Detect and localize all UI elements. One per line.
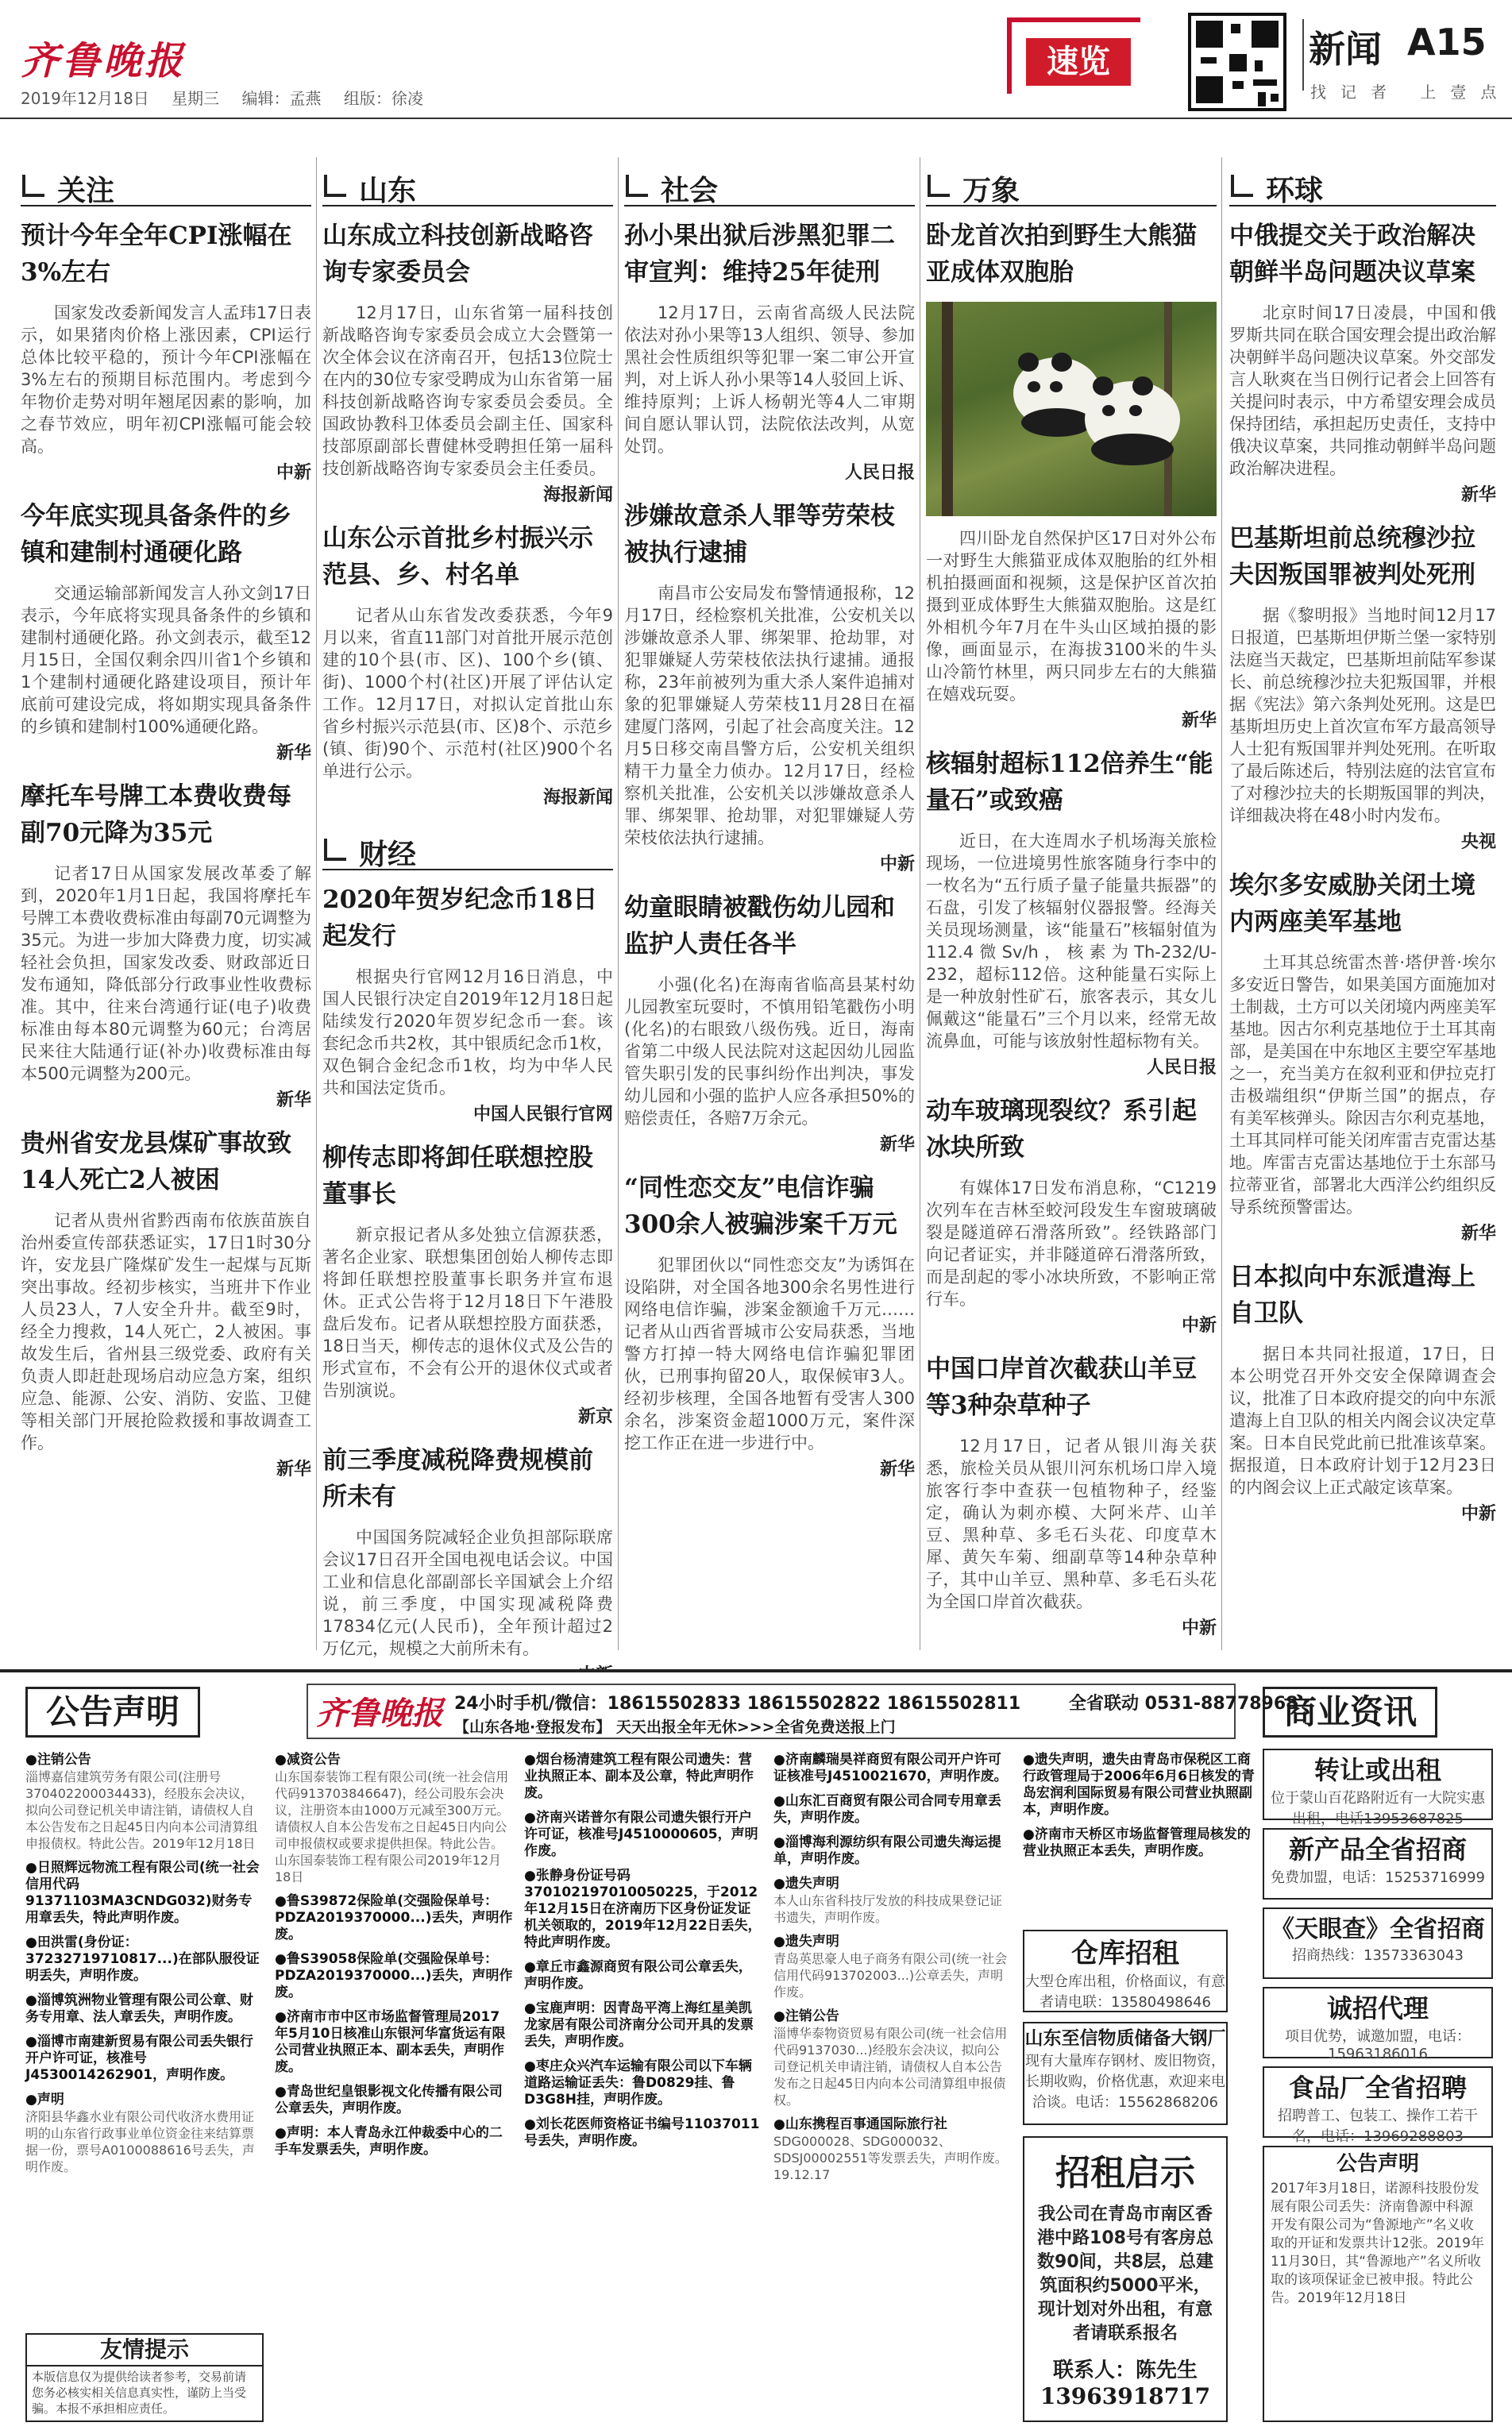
story-source: 新京	[577, 1407, 613, 1427]
ad-text: 项目优势，诚邀加盟，电话：15963186016	[1285, 2028, 1471, 2062]
column-title: 山东	[359, 174, 417, 207]
panda-icon	[1085, 381, 1180, 457]
column-shehui	[624, 159, 915, 1652]
story-title[interactable]: 山东成立科技创新战略咨询专家委员会	[322, 222, 593, 287]
story-body: 新京报记者从多处独立信源获悉，著名企业家、联想集团创始人柳传志即将卸任联想控股董事长职务并宣布退休。正式公告将于12月18日下午港股盘后发布。记者从联想控股方面获悉，18日当天，柳传志的退休仪式及公告的形式宣布，不会有公开的退休仪式或者告别演说。	[322, 1225, 613, 1400]
story-title[interactable]: 摩托车号牌工本费收费每副70元降为35元	[21, 782, 291, 847]
story	[926, 1093, 1217, 1337]
notice-item	[524, 1959, 762, 1992]
notice-item	[275, 1951, 513, 2001]
story-source: 新华	[276, 743, 311, 763]
business-header: 商业资讯	[1263, 1687, 1437, 1738]
story-body: 据日本共同社报道，17日，日本公明党召开外交安全保障调查会议，批准了日本政府提交的向中东派遣海上自卫队的相关内阁会议决定草案。日本自民党此前已批准该草案。据报道，日本政府计划于12月23日的内阁会议上正式敲定该草案。	[1229, 1344, 1496, 1497]
notice-item	[275, 1752, 513, 1885]
story-source: 新华	[1460, 1224, 1496, 1244]
notice-title: ●刘长花医师资格证书编号11037011号丢失，声明作废。	[524, 2116, 760, 2149]
story-body: 根据央行官网12月16日消息，中国人民银行决定自2019年12月18日起陆续发行2020年贺岁纪念币一套。该套纪念币共2枚，其中银质纪念币1枚，双色铜合金纪念币1枚，均为中华人民共和国法定货币。	[322, 967, 613, 1097]
column-title: 社会	[661, 174, 719, 207]
story-body: 北京时间17日凌晨，中国和俄罗斯共同在联合国安理会提出政治解决朝鲜半岛问题决议草案。外交部发言人耿爽在当日例行记者会上回答有关提问时表示，中方希望安理会成员保持团结，承担起历史责任，支持中俄决议草案，共同推动朝鲜半岛问题政治解决进程。	[1229, 303, 1496, 478]
column-shandong	[322, 159, 613, 1658]
notice-title: ●烟台杨清建筑工程有限公司遗失：营业执照正本、副本及公章，特此声明作废。	[524, 1752, 754, 1801]
dateline	[21, 86, 441, 109]
column-guanzhu	[21, 159, 311, 1652]
ad-title: 招租启示	[1055, 2153, 1195, 2193]
ad-factory	[1023, 2022, 1228, 2125]
ad-text: 现有大量库存钢材、废旧物资，长期收购，价格优惠，欢迎来电洽谈。电话：15562868206	[1025, 2053, 1225, 2111]
notice-title: ●山东携程百事通国际旅行社	[773, 2116, 947, 2132]
notice-text: 济阳县华鑫水业有限公司代收济水费用证明的山东省行政事业单位资金往来结算票据一份，票号A0100088616号丢失，声明作废。	[25, 2109, 255, 2174]
notice-column	[275, 1752, 513, 2419]
notice-text: 淄博嘉信建筑劳务有限公司(注册号370402200034433)，经股东会决议，拟向公司登记机关申请注销，请债权人自本公告发布之日起45日内向本公司清算组申报债权。特此公告。2019年12月18日	[25, 1769, 258, 1851]
ad-warehouse	[1023, 1930, 1228, 2012]
column-header	[322, 159, 613, 206]
story-body: 据《黎明报》当地时间12月17日报道，巴基斯坦伊斯兰堡一家特别法庭当天裁定，巴基斯坦前陆军参谋长、前总统穆沙拉夫犯叛国罪，并根据《宪法》第六条判处死刑。这是巴基斯坦历史上首次宣布军方最高领导人士犯有叛国罪并判处死刑。在听取了最后陈述后，特别法庭的法官宣布了对穆沙拉夫的长期叛国罪的判决，详细裁决将在48小时内发布。	[1229, 606, 1496, 825]
ad-phone: 13963918717	[1040, 2383, 1211, 2409]
story-title[interactable]: 山东公示首批乡村振兴示范县、乡、村名单	[322, 524, 593, 589]
story-title[interactable]: 幼童眼睛被戳伤幼儿园和监护人责任各半	[624, 893, 895, 959]
story-source: 中新	[1181, 1618, 1217, 1638]
story-title[interactable]: 孙小果出狱后涉黑犯罪二审宣判：维持25年徒刑	[624, 222, 895, 287]
story-source: 人民日报	[844, 463, 915, 483]
ad-new-product	[1263, 1828, 1493, 1900]
notice-column	[1023, 1752, 1261, 1919]
story-body: 南昌市公安局发布警情通报称，12月17日，经检察机关批准，公安机关以涉嫌故意杀人罪、绑架罪、抢劫罪，对犯罪嫌疑人劳荣枝依法执行逮捕。通报称，23年前被列为重大杀人案件追捕对象的犯罪嫌疑人劳荣枝11月28日在福建厦门落网，引起了社会高度关注。12月5日移交南昌警方后，公安机关组织精干力量全力侦办。12月17日，经检察机关批准，公安机关以涉嫌故意杀人罪、绑架罪、抢劫罪，对犯罪嫌疑人劳荣枝依法执行逮捕。	[624, 584, 915, 847]
notice-title: ●遗失声明	[773, 1876, 839, 1892]
ad-title: 仓库招租	[1071, 1938, 1179, 1969]
notice-title: ●章丘市鑫源商贸有限公司公章丢失，声明作废。	[524, 1959, 752, 1992]
story	[1229, 520, 1496, 853]
notice-title: ●山东汇百商贸有限公司合同专用章丢失，声明作废。	[773, 1793, 1001, 1826]
section-title: 新闻	[1309, 28, 1382, 71]
story-title[interactable]: 核辐射超标112倍养生“能量石”或致癌	[926, 750, 1213, 815]
story-source: 中新	[879, 854, 915, 874]
notice-column	[25, 1752, 264, 2324]
column-huanqiu	[1229, 159, 1496, 1652]
hotline-phones: 24小时手机/微信：18615502833 18615502822 18615502811	[454, 1694, 1021, 1714]
story-source: 海报新闻	[542, 788, 613, 808]
column-header	[624, 159, 915, 206]
story	[624, 1170, 915, 1480]
ad-text: 位于蒙山百花路附近有一大院实惠出租，电话13953687825	[1271, 1790, 1485, 1827]
ad-title: 食品厂全省招聘	[1288, 2073, 1467, 2103]
notice-item	[524, 2058, 762, 2108]
story-body: 国家发改委新闻发言人孟玮17日表示，如果猪肉价格上涨因素，CPI运行总体比较平稳的，预计今年CPI涨幅在3%左右的预期目标范围内。考虑到今年物价走势对明年翘尾因素的影响，加之春节效应，明年初CPI涨幅可能会较高。	[21, 303, 311, 456]
story-body: 中国国务院减轻企业负担部际联席会议17日召开全国电视电话会议。中国工业和信息化部副部长辛国斌会上介绍说，前三季度，中国实现减税降费17834亿元(人民币)，全年预计超过2万亿元，规模之大前所未有。	[322, 1528, 613, 1658]
story-title[interactable]: 柳传志即将卸任联想控股董事长	[322, 1144, 593, 1209]
story	[322, 218, 613, 506]
story	[624, 889, 915, 1155]
masthead	[0, 0, 1512, 119]
notice-title: ●遗失声明	[773, 1934, 839, 1950]
ad-agent	[1263, 1987, 1493, 2062]
story-body: 近日，在大连周水子机场海关旅检现场，一位进境男性旅客随身行李中的一枚名为“五行质子量子能量共振器”的石盘，引发了核辐射仪器报警。经海关关员现场测量，该“能量石”核辐射值为112.4微Sv/h，核素为Th-232/U-232，超标112倍。这种能量石实际上是一种放射性矿石，旅客表示，其女儿佩戴这“能量石”三个月以来，经常无故流鼻血，可能与该放射性超标物有关。	[926, 831, 1217, 1051]
ad-contact: 联系人：陈先生	[1052, 2359, 1198, 2382]
notice-item	[275, 2084, 513, 2117]
story-title[interactable]: 巴基斯坦前总统穆沙拉夫因叛国罪被判处死刑	[1229, 524, 1475, 589]
speed-label: 速览	[1026, 38, 1131, 86]
notice-title: ●枣庄众兴汽车运输有限公司以下车辆道路运输证丢失：鲁D0829挂、鲁D3G8H挂，声明作废。	[524, 2058, 752, 2108]
hotline-logo: 齐鲁晚报	[316, 1695, 443, 1732]
story-title[interactable]: 贵州省安龙县煤矿事故致14人死亡2人被困	[21, 1129, 291, 1194]
ad-title: 新产品全省招商	[1288, 1834, 1467, 1865]
notice-item	[1023, 1826, 1261, 1860]
story-title[interactable]: 涉嫌故意杀人罪等劳荣枝被执行逮捕	[624, 502, 895, 567]
story	[21, 498, 311, 764]
story-title[interactable]: 前三季度减税降费规模前所未有	[322, 1446, 593, 1511]
notice-title: ●注销公告	[25, 1752, 91, 1768]
notice-title: ●减资公告	[275, 1752, 341, 1768]
story	[624, 498, 915, 875]
notice-text: 淄博华泰物资贸易有限公司(统一社会信用代码9137030...)经股东会决议，拟向公司登记机关申请注销，请债权人自本公告发布之日起45日内向本公司清算组申报债权。	[773, 2026, 1008, 2108]
story-source: 中新	[276, 463, 311, 483]
notice-item	[25, 1860, 264, 1927]
newspaper-logo: 齐鲁晚报	[21, 39, 187, 83]
notice-title: ●济南市市中区市场监督管理局2017年5月10日核准山东银河华富货运有限公司营业执照正本、副本丢失，声明作废。	[275, 2009, 506, 2075]
story-source: 中国人民银行官网	[472, 1105, 613, 1124]
notice-item	[773, 1876, 1012, 1926]
story-source: 央视	[1460, 832, 1496, 852]
story	[1229, 1259, 1496, 1525]
ad-text: 免费加盟，电话：15253716999	[1271, 1869, 1485, 1886]
notice-title: ●济南市天桥区市场监督管理局核发的营业执照正本丢失，声明作废。	[1023, 1826, 1251, 1859]
story-body: 交通运输部新闻发言人孙文剑17日表示，今年底将实现具备条件的乡镇和建制村通硬化路。孙文剑表示，截至12月15日，全国仅剩余四川省1个乡镇和1个建制村通硬化路建设项目，预计年底前可建设完成，将如期实现具备条件的乡镇和建制村100%通硬化路。	[21, 584, 311, 736]
notice-item	[275, 1893, 513, 1943]
column-title: 财经	[359, 838, 417, 871]
story-source: 新华	[276, 1460, 311, 1479]
column-title: 关注	[57, 174, 115, 207]
story	[926, 218, 1217, 731]
column-wanxiang	[926, 159, 1217, 1652]
column-header	[1229, 159, 1496, 206]
panda-photo	[926, 302, 1217, 516]
notice-title: ●遗失声明，遗失由青岛市保税区工商行政管理局于2006年6月6日核发的青岛宏润利国际贸易有限公司营业执照副本，声明作废。	[1023, 1752, 1255, 1818]
notice-title: ●鲁S39872保险单(交强险保单号：PDZA2019370000...)丢失，声明作废。	[275, 1893, 513, 1942]
notice-item	[524, 2116, 762, 2150]
story-source: 海报新闻	[542, 485, 613, 505]
corner-mark-icon	[626, 175, 648, 197]
notice-item	[524, 1810, 762, 1860]
ad-title: 转让或出租	[1313, 1755, 1441, 1785]
notice-item	[275, 2125, 513, 2158]
column-divider	[316, 157, 317, 1650]
notice-text: 本人山东省科技厅发放的科技成果登记证书遗失，声明作废。	[773, 1893, 1003, 1925]
qr-code-icon	[1188, 13, 1286, 111]
notice-item	[25, 1992, 264, 2026]
notice-title: ●鲁S39058保险单(交强险保单号：PDZA2019370000...)丢失，声明作废。	[275, 1951, 513, 2000]
ad-text: 我公司在青岛市南区香港中路108号有客房总数90间，共8层，总建筑面积约5000平米，现计划对外出租，有意者请联系报名	[1037, 2204, 1213, 2343]
story-source: 新华	[276, 1090, 311, 1110]
notice-header: 公告声明	[25, 1687, 200, 1738]
story-title[interactable]: 埃尔多安威胁关闭土境内两座美军基地	[1229, 871, 1475, 936]
story-body: 小强(化名)在海南省临高县某村幼儿园教室玩耍时，不慎用铅笔戳伤小明(化名)的右眼致八级伤残。近日，海南省第二中级人民法院对这起因幼儿园监管失职引发的民事纠纷作出判决，事发幼儿园和小强的监护人应各承担50%的赔偿责任，各赔7万余元。	[624, 975, 915, 1128]
column-title: 环球	[1266, 174, 1324, 207]
corner-mark-icon	[928, 175, 950, 197]
corner-mark-icon	[324, 839, 346, 861]
notice-item	[275, 2009, 513, 2076]
story-title[interactable]: 日本拟向中东派遣海上自卫队	[1229, 1263, 1475, 1328]
column-divider	[1221, 157, 1222, 1650]
story-source: 新华	[879, 1460, 915, 1479]
notice-item	[773, 1752, 1012, 1785]
notice-item	[25, 1934, 264, 1985]
notice-item	[25, 2034, 264, 2084]
hotline-province: 全省联动 0531-88778968	[1069, 1694, 1298, 1714]
notice-item	[25, 2092, 264, 2175]
speed-tag	[1007, 17, 1140, 94]
corner-mark-icon	[22, 175, 44, 197]
story-source: 新华	[1181, 711, 1217, 731]
notice-item	[524, 1868, 762, 1951]
ad-text: 招聘普工、包装工、操作工若干名，电话：13969288803	[1278, 2108, 1478, 2145]
story-title[interactable]: 预计今年全年CPI涨幅在3%左右	[21, 222, 292, 287]
corner-mark-icon	[324, 175, 346, 197]
column-header	[322, 823, 613, 870]
story-body: 12月17日，云南省高级人民法院依法对孙小果等13人组织、领导、参加黑社会性质组织等犯罪一案二审公开宣判，对上诉人孙小果等14人驳回上诉、维持原判；上诉人杨朝光等4人二审期间自愿认罪认罚，法院依法改判，从宽处罚。	[624, 303, 915, 456]
ad-rent-notice	[1023, 2136, 1228, 2422]
notice-item	[773, 2008, 1012, 2108]
story	[322, 520, 613, 808]
masthead-divider	[1302, 19, 1304, 91]
story-body: 记者从贵州省黔西南布依族苗族自治州委宣传部获悉证实，17日1时30分许，安龙县广隆煤矿发生一起煤与瓦斯突出事故。经初步核实，当班井下作业人员23人，7人安全升井。截至9时，经全力搜救，14人死亡，2人被困。事故发生后，省州县三级党委、政府有关负责人即赶赴现场启动应急方案，组织应急、能源、公安、消防、安监、卫健等相关部门开展抢险救援和事故调查工作。	[21, 1211, 311, 1452]
story	[21, 778, 311, 1111]
notice-title: ●淄博筑洲物业管理有限公司公章、财务专用章、法人章丢失，声明作废。	[25, 1992, 253, 2025]
column-header	[926, 159, 1217, 206]
story-body: 犯罪团伙以“同性恋交友”为诱饵在设陷阱，对全国各地300余名男性进行网络电信诈骗，涉案金额逾千万元……记者从山西省晋城市公安局获悉，当地警方打掉一特大网络电信诈骗犯罪团伙，已刑事拘留20人，取保候审3人。经初步核理，全国各地暂有受害人300余名，涉案资金超1000万元，案件深挖工作正在进一步进行中。	[624, 1256, 915, 1452]
story-source: 新华	[1460, 485, 1496, 505]
notice-text: SDG000028、SDG000032、SDSJ00002551等发票丢失，声明作废。19.12.17	[773, 2134, 1008, 2182]
story	[624, 218, 915, 484]
story-title[interactable]: 中国口岸首次截获山羊豆等3种杂草种子	[926, 1355, 1197, 1420]
notice-item	[25, 1752, 264, 1852]
story	[322, 1442, 613, 1686]
hotline-banner	[307, 1684, 1298, 1739]
story	[1229, 867, 1496, 1244]
issue-date: 2019年12月18日	[21, 89, 149, 108]
ad-food-factory	[1263, 2066, 1493, 2145]
friendly-title: 友情提示	[27, 2335, 262, 2366]
notice-title: ●济南麟瑞昊祥商贸有限公司开户许可证核准号J4510021670，声明作废。	[773, 1752, 1008, 1784]
column-title: 万象	[962, 174, 1020, 207]
hotline-slogan: 【山东各地·登报发布】 天天出报全年无休>>>全省免费送报上门	[454, 1718, 896, 1736]
story-source: 中新	[1181, 1316, 1217, 1336]
story	[1229, 218, 1496, 506]
story-body: 12月17日，记者从银川海关获悉，旅检关员从银川河东机场口岸入境旅客行李中查获一包植物种子，经鉴定，确认为刺亦模、大阿米芹、山羊豆、黑种草、多毛石头花、印度草木犀、黄矢车菊、细副草等14种杂草种子，其中山羊豆、黑种草、多毛石头花为全国口岸首次截获。	[926, 1437, 1217, 1611]
notice-item	[524, 2000, 762, 2050]
story-title[interactable]: 卧龙首次拍到野生大熊猫亚成体双胞胎	[926, 222, 1197, 287]
notice-text: 山东国泰装饰工程有限公司(统一社会信用代码913703846647)，经公司股东会决议，注册资本由1000万元减至300万元。请债权人自本公告发布之日起45日内向公司申报债权或要求提供担保。特此公告。山东国泰装饰工程有限公司2019年12月18日	[275, 1769, 510, 1884]
notice-title: ●青岛世纪皇银影视文化传播有限公司公章丢失，声明作废。	[275, 2084, 503, 2116]
ad-title: 山东至信物质储备大钢厂	[1024, 2027, 1226, 2049]
ad-title: 公告声明	[1336, 2152, 1419, 2176]
ad-tianyancha	[1263, 1907, 1493, 1979]
story	[21, 1125, 311, 1480]
column-header	[21, 159, 311, 206]
story-title[interactable]: 今年底实现具备条件的乡镇和建制村通硬化路	[21, 502, 291, 567]
issue-weekday: 星期三	[172, 89, 220, 108]
notice-title: ●日照辉远物流工程有限公司(统一社会信用代码91371103MA3CNDG032)财务专用章丢失，特此声明作废。	[25, 1860, 260, 1926]
notice-column	[524, 1752, 762, 2419]
layout-editor: 组版：徐凌	[343, 89, 423, 108]
story-body: 四川卧龙自然保护区17日对外公布一对野生大熊猫亚成体双胞胎的红外相机拍摄画面和视频，这是保护区首次拍摄到亚成体野生大熊猫双胞胎。这是红外相机今年7月在牛头山区域拍摄的影像，画面显示，在海拔3100米的牛头山冷箭竹林里，两只同步左右的大熊猫在嬉戏玩耍。	[926, 529, 1217, 704]
notice-title: ●注销公告	[773, 2008, 839, 2024]
corner-mark-icon	[1231, 175, 1253, 197]
ad-text: 大型仓库出租，价格面议，有意者请电联：13580498646	[1025, 1973, 1225, 2011]
notice-item	[524, 1752, 762, 1802]
story-body: 土耳其总统雷杰普·塔伊普·埃尔多安近日警告，如果美国方面施加对土制裁，土方可以关闭境内两座美军基地。因古尔利克基地位于土耳其南部，是美国在中东地区主要空军基地之一，充当美方在叙利亚和伊拉克打击极端组织“伊斯兰国”的据点，存有美军核弹头。除因吉尔利克基地，土耳其同样可能关闭库雷吉克雷达基地。库雷吉克雷达基地位于土东部马拉蒂亚省，部署北大西洋公约组织反导系统预警雷达。	[1229, 953, 1496, 1217]
notice-text: 青岛英思豪人电子商务有限公司(统一社会信用代码913702003...)公章丢失，声明作废。	[773, 1951, 1008, 2000]
notice-title: ●淄博海利源纺织有限公司遗失海运提单，声明作废。	[773, 1834, 1001, 1867]
story-title[interactable]: 中俄提交关于政治解决朝鲜半岛问题决议草案	[1229, 222, 1475, 287]
notice-title: ●田洪雷(身份证：37232719710817...)在部队服役证明丢失，声明作废。	[25, 1934, 260, 1984]
story-title[interactable]: 2020年贺岁纪念币18日起发行	[322, 885, 598, 951]
editor: 编辑：孟燕	[241, 89, 322, 108]
story-body: 记者17日从国家发展改革委了解到，2020年1月1日起，我国将摩托车号牌工本费收费标准由每副70元调整为35元。为进一步加大降费力度，切实减轻社会负担，国家发改委、财政部近日发布通知，降低部分行政事业性收费标准。其中，往来台湾通行证(电子)收费标准由每本80元调整为60元；台湾居民来往大陆通行证(补办)收费标准由每本500元调整为200元。	[21, 864, 311, 1083]
ad-title: 诚招代理	[1326, 1993, 1429, 2023]
ad-text: 招商热线：13573363043	[1292, 1947, 1464, 1964]
notice-item	[773, 1793, 1012, 1826]
reporter-slogan: 找记者 上壹点	[1310, 83, 1511, 102]
story-source: 中新	[1460, 1504, 1496, 1524]
ad-transfer	[1263, 1749, 1493, 1827]
story-source: 新华	[879, 1135, 915, 1155]
story-body: 有媒体17日发布消息称，“C1219次列车在吉林至蛟河段发生车窗玻璃破裂是隧道碎石滑落所致”。经铁路部门向记者证实，并非隧道碎石滑落所致，而是刮起的零小冰块所致，不影响正常行车。	[926, 1178, 1217, 1309]
notice-title: ●淄博市南建新贸易有限公司丢失银行开户许可证，核准号J4530014262901，声明作废。	[25, 2034, 253, 2083]
story	[322, 1140, 613, 1428]
story	[322, 881, 613, 1125]
column-divider	[618, 157, 619, 1650]
notice-title: ●济南兴诺普尔有限公司遗失银行开户许可证，核准号J4510000605，声明作废。	[524, 1810, 758, 1859]
story	[926, 746, 1217, 1078]
notice-item	[773, 1934, 1012, 2000]
story-title[interactable]: “同性恋交友”电信诈骗300余人被骗涉案千万元	[624, 1174, 897, 1239]
notice-item	[1023, 1752, 1261, 1819]
notice-title: ●宝鹿声明：因青岛平湾上海红星美凯龙家居有限公司济南分公司开具的发票丢失，声明作废。	[524, 2000, 754, 2050]
story	[21, 218, 311, 484]
story-source: 人民日报	[1146, 1058, 1217, 1078]
ad-text: 2017年3月18日，诺源科技股份发展有限公司丢失：济南鲁源中科源开发有限公司为“鲁源地产”名义收取的开证和发票共计12张。2019年11月30日，其“鲁源地产”名义所收取的该项保证金已被申报。特此公告。2019年12月18日	[1271, 2181, 1484, 2306]
page-number: A15	[1407, 21, 1487, 64]
story-body: 记者从山东省发改委获悉，今年9月以来，省直11部门对首批开展示范创建的10个县(市、区)、100个乡(镇、街)、1000个村(社区)开展了评估认定工作。12月17日，对拟认定首批山东省乡村振兴示范县(市、区)8个、示范乡(镇、街)90个、示范村(社区)900个名单进行公示。	[322, 606, 613, 781]
notice-item	[773, 1834, 1012, 1868]
ad-title: 《天眼查》全省招商	[1271, 1915, 1485, 1943]
notice-title: ●声明	[25, 2092, 64, 2108]
notice-title: ●声明：本人青岛永江仲裁委中心的二手车发票丢失，声明作废。	[275, 2125, 503, 2158]
friendly-reminder	[25, 2333, 264, 2422]
notice-item	[773, 2116, 1012, 2183]
friendly-text: 本版信息仅为提供给读者参考，交易前请您务必核实相关信息真实性，谨防上当受骗。本报不承担相应责任。	[32, 2370, 247, 2416]
ad-notice	[1263, 2146, 1493, 2422]
story	[926, 1351, 1217, 1639]
notice-title: ●张静身份证号码370102197010050225，于2012年12月15日在济南历下区身份证发证机关领取的，2019年12月22日丢失，特此声明作废。	[524, 1868, 762, 1950]
notice-column	[773, 1752, 1012, 2419]
story-body: 12月17日，山东省第一届科技创新战略咨询专家委员会成立大会暨第一次全体会议在济南召开，包括13位院士在内的30位专家受聘成为山东省第一届科技创新战略咨询专家委员会委员。全国政协教科卫体委员会副主任、国家科技部原副部长曹健林受聘担任第一届科技创新战略咨询专家委员会主任委员。	[322, 303, 613, 478]
story-title[interactable]: 动车玻璃现裂纹？系引起冰块所致	[926, 1097, 1197, 1162]
